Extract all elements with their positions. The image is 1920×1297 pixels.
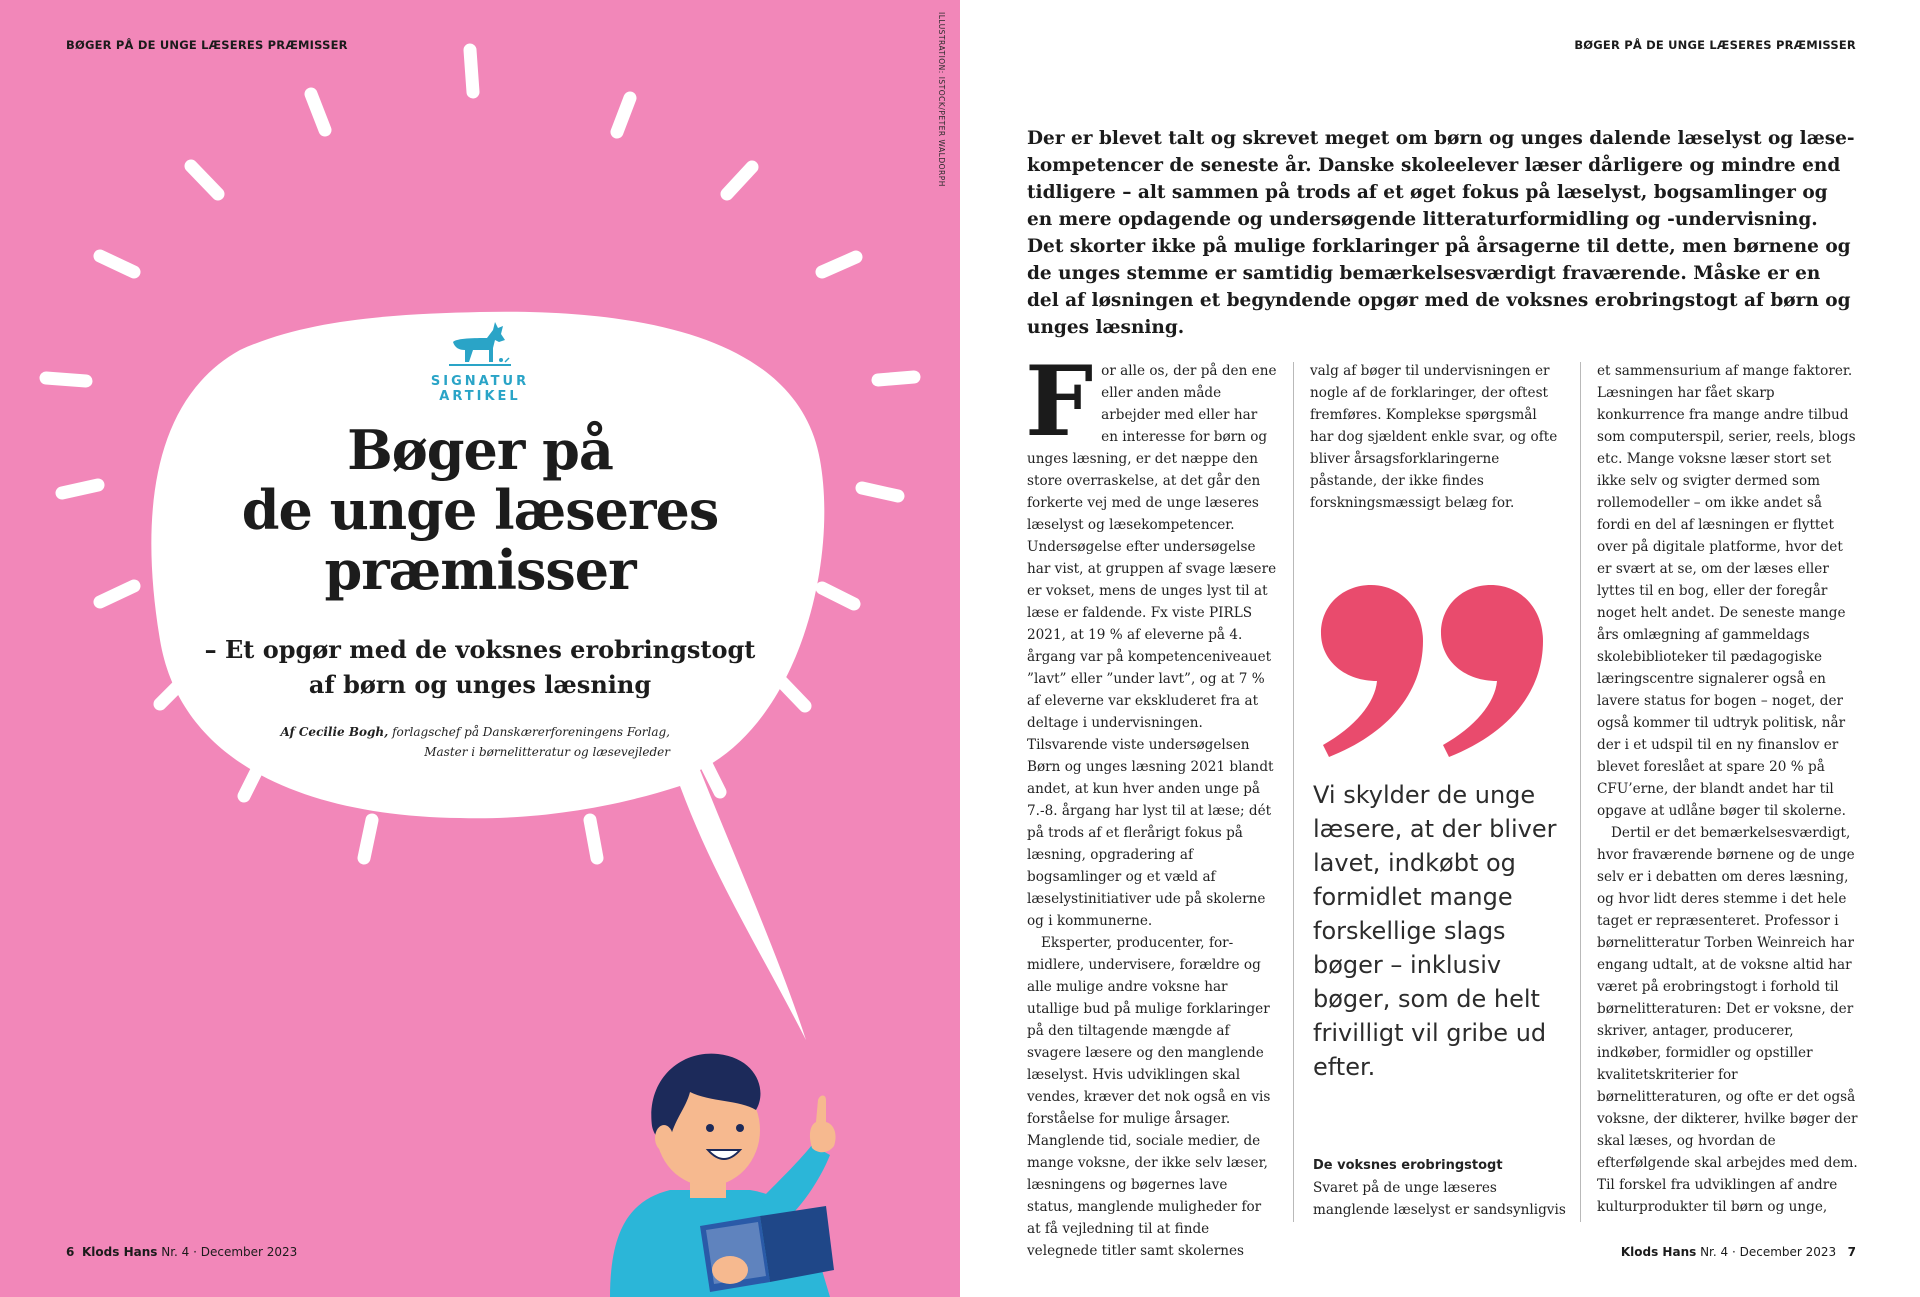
col3-paragraph-1: et sammensurium af mange faktorer. Læsningen har fået skarp konkurrence fra mange andre tilbud som computerspil, serier, reels, blogs etc. Mange voksne læser stort set ikke selv og svigter dermed som rollemodeller – om ikke andet så fordi en del af læsningen er flyttet over på digitale platforme, hvor det er svært at se, om der læses eller lyttes til en bog, eller der foregår noget helt andet. De seneste mange års omlægning af gammeldags skolebiblioteker til pædagogiske læringscentre signalerer også en lavere status for bogen – noget, der også kommer til udtryk politisk, når der i et udspil til en ny finanslov er blevet foreslået at spare 20 % på CFU’erne, der blandt andet har til opgave at udlåne bøger til skolerne.	[1597, 363, 1856, 819]
folio-number: 6	[66, 1245, 75, 1259]
col1-paragraph-1: or alle os, der på den ene eller anden måde arbejder med eller har en interesse for børn og unges læsning, er det næppe den store overraskelse, at det går den forkerte vej med de unge læseres læselyst og læsekompetencer. Undersøgelse efter undersøgelse har vist, at gruppen af svage læsere er vokset, mens de unges lyst til at læse er faldende. Fx viste PIRLS 2021, at 19 % af eleverne på 4. årgang var på kompetenceniveauet ”lavt” eller ”under lavt”, og at 7 % af eleverne var ekskluderet fra at deltage i undervisningen. Tilsvarende viste undersøgelsen Børn og unges læsning 2021 blandt andet, at kun hver anden unge på 7.-8. årgang har lyst til at læse; dét på trods af et flerårigt fokus på læsning, opgradering af bogsamlinger og et væld af læselystinitiativer ude på skolerne og i kommunerne.	[1027, 363, 1277, 929]
subtitle-line2: af børn og unges læsning	[308, 670, 652, 699]
signature-line1: SIGNATUR	[430, 374, 530, 389]
quote-marks-icon	[1315, 585, 1555, 760]
right-page	[960, 0, 1920, 1297]
running-head-right: BØGER PÅ DE UNGE LÆSERES PRÆMISSER	[1574, 38, 1856, 52]
illustration-credit: ILLUSTRATION: ISTOCK/PETER WALDORPH	[937, 12, 946, 187]
signature-line2: ARTIKEL	[439, 389, 521, 404]
pull-quote: Vi skylder de unge læsere, at der bliver lavet, indkøbt og formidlet mange forskellige slags bøger – inklusiv bøger, som de helt frivilligt vil gribe ud efter.	[1313, 781, 1557, 1081]
subtitle-line1: – Et opgør med de voksnes erobringstogt	[204, 635, 756, 664]
running-head-left: BØGER PÅ DE UNGE LÆSERES PRÆMISSER	[66, 38, 348, 52]
signature-label	[410, 374, 550, 404]
folio-magazine: Klods Hans	[82, 1245, 158, 1259]
folio-left	[66, 1245, 297, 1259]
byline-author: Af Cecilie Bogh,	[280, 725, 389, 739]
drop-cap: F	[1025, 345, 1094, 458]
col1-paragraph-2: Eksperter, producenter, formidlere, undervisere, forældre og alle mulige andre voksne har utallige bud på mulige forklaringer på den tiltagende mængde af svagere læsere og den manglende læselyst. Hvis udviklingen skal vendes, kræver det nok også en vis forståelse for mulige årsager. Manglende tid, sociale medier, de mange voksne, der ikke selv læser, læsningens og bøgernes lave status, manglende muligheder for at få vejledning til at finde velegnede titler samt skolernes	[1027, 935, 1271, 1259]
byline	[230, 722, 670, 762]
title-line3: præmisser	[324, 538, 636, 602]
column-3	[1597, 360, 1859, 1220]
folio-issue: Nr. 4 · December 2023	[157, 1245, 298, 1259]
column-2-bottom	[1313, 1155, 1573, 1221]
column-rule-2	[1580, 362, 1581, 1222]
article-subtitle	[190, 632, 770, 702]
column-2	[1310, 360, 1560, 514]
column-rule-1	[1293, 362, 1294, 1222]
folio-number-right: 7	[1847, 1245, 1856, 1259]
folio-right	[1621, 1245, 1856, 1259]
folio-issue-right: Nr. 4 · December 2023	[1696, 1245, 1837, 1259]
goat-logo-icon	[445, 318, 515, 374]
byline-role: forlagschef på Danskærerforeningens Forlag,	[388, 725, 670, 739]
folio-magazine-right: Klods Hans	[1620, 1245, 1697, 1259]
section-heading: De voksnes erobringstogt	[1313, 1158, 1503, 1173]
title-line1: Bøger på	[347, 418, 613, 482]
col3-paragraph-2: Dertil er det bemærkelsesværdigt, hvor fraværende børnene og de unge selv er i debatten om deres læsning, og hvor lidt deres stemme i det hele taget er repræsenteret. Professor i børnelitteratur Torben Weinreich har engang udtalt, at de voksne altid har været på erobringstogt i forhold til børnelitteraturen: Det er voksne, der skriver, antager, producerer, indkøber, formidler og opstiller kvalitetskriterier for børnelitteraturen, og ofte er det også voksne, der dikterer, hvilke bøger der skal læses, og hvordan de efterfølgende skal arbejdes med dem. Til forskel fra udviklingen af andre kulturprodukter til børn og unge,	[1597, 825, 1858, 1215]
col2-paragraph-1: valg af bøger til undervisningen er nogle af de forklaringer, der oftest fremføres. Komplekse spørgsmål har dog sjældent enkle svar, og ofte bliver årsagsforklaringerne påstande, der ikke findes forskningsmæssigt belæg for.	[1310, 363, 1558, 511]
byline-role-2: Master i børnelitteratur og læsevejleder	[424, 745, 670, 759]
col2-paragraph-2: Svaret på de unge læseres manglende læselyst er sandsynligvis	[1313, 1180, 1566, 1218]
column-1	[1025, 345, 1277, 1259]
article-title	[180, 420, 780, 600]
lead-paragraph: Der er blevet talt og skrevet meget om børn og unges dalende læselyst og læsekompetencer de seneste år. Danske skoleelever læser dårligere og mindre end tidligere – alt sammen på trods af et øget fokus på læselyst, bogsamlinger og en mere opdagende og undersøgende litteraturformidling og -undervisning. Det skorter ikke på mulige forklaringer på årsagerne til dette, men børnene og de unges stemme er samtidig bemærkelsesværdigt fraværende. Måske er en del af løsningen et begyndende opgør med de voksnes erobringstogt af børn og unges læsning.	[1027, 128, 1855, 338]
title-line2: de unge læseres	[241, 478, 719, 542]
character-illustration	[590, 1030, 880, 1297]
